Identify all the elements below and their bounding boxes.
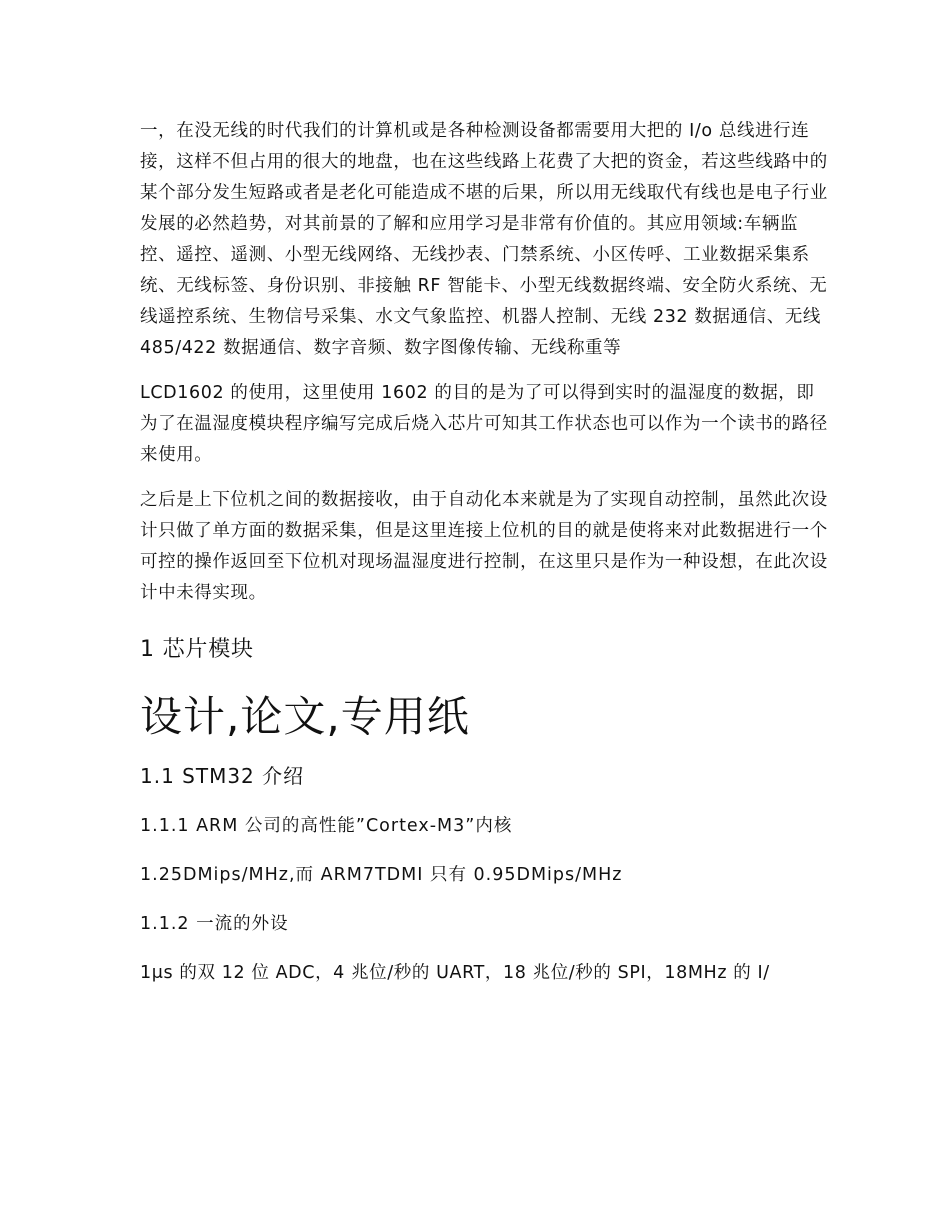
heading-cortex-m3: 1.1.1 ARM 公司的高性能”Cortex-M3”内核: [140, 816, 513, 836]
heading-chip-module: 1 芯片模块: [140, 637, 254, 662]
paragraph-data-receive: 之后是上下位机之间的数据接收，由于自动化本来就是为了实现自动控制，虽然此次设计只做了单方面的数据采集，但是这里连接上位机的目的就是使将来对此数据进行一个可控的操作返回至下位机对现场温湿度进行控制，在这里只是作为一种设想，在此次设计中未得实现。: [140, 490, 828, 603]
paragraph-peripherals-detail: 1μs 的双 12 位 ADC，4 兆位/秒的 UART，18 兆位/秒的 SPI，18MHz 的 I/: [140, 963, 770, 983]
document-page: [140, 116, 830, 1003]
heading-stm32-intro: 1.1 STM32 介绍: [140, 764, 305, 788]
text-dmips-performance: 1.25DMips/MHz,而 ARM7TDMI 只有 0.95DMips/MHz: [140, 865, 623, 885]
paragraph-lcd1602: LCD1602 的使用，这里使用 1602 的目的是为了可以得到实时的温湿度的数据，即为了在温湿度模块程序编写完成后烧入芯片可知其工作状态也可以作为一个读书的路径来使用。: [140, 383, 828, 465]
paragraph-wireless-intro: 一，在没无线的时代我们的计算机或是各种检测设备都需要用大把的 I/o 总线进行连接，这样不但占用的很大的地盘，也在这些线路上花费了大把的资金，若这些线路中的某个部分发生短路或者是老化可能造成不堪的后果，所以用无线取代有线也是电子行业发展的必然趋势，对其前景的了解和应用学习是非常有价值的。其应用领域:车辆监控、遥控、遥测、小型无线网络、无线抄表、门禁系统、小区传呼、工业数据采集系统、无线标签、身份识别、非接触 RF 智能卡、小型无线数据终端、安全防火系统、无线遥控系统、生物信号采集、水文气象监控、机器人控制、无线 232 数据通信、无线 485/422 数据通信、数字音频、数字图像传输、无线称重等: [140, 121, 828, 358]
heading-design-paper: 设计,论文,专用纸: [140, 692, 470, 741]
heading-peripherals: 1.1.2 一流的外设: [140, 914, 289, 934]
